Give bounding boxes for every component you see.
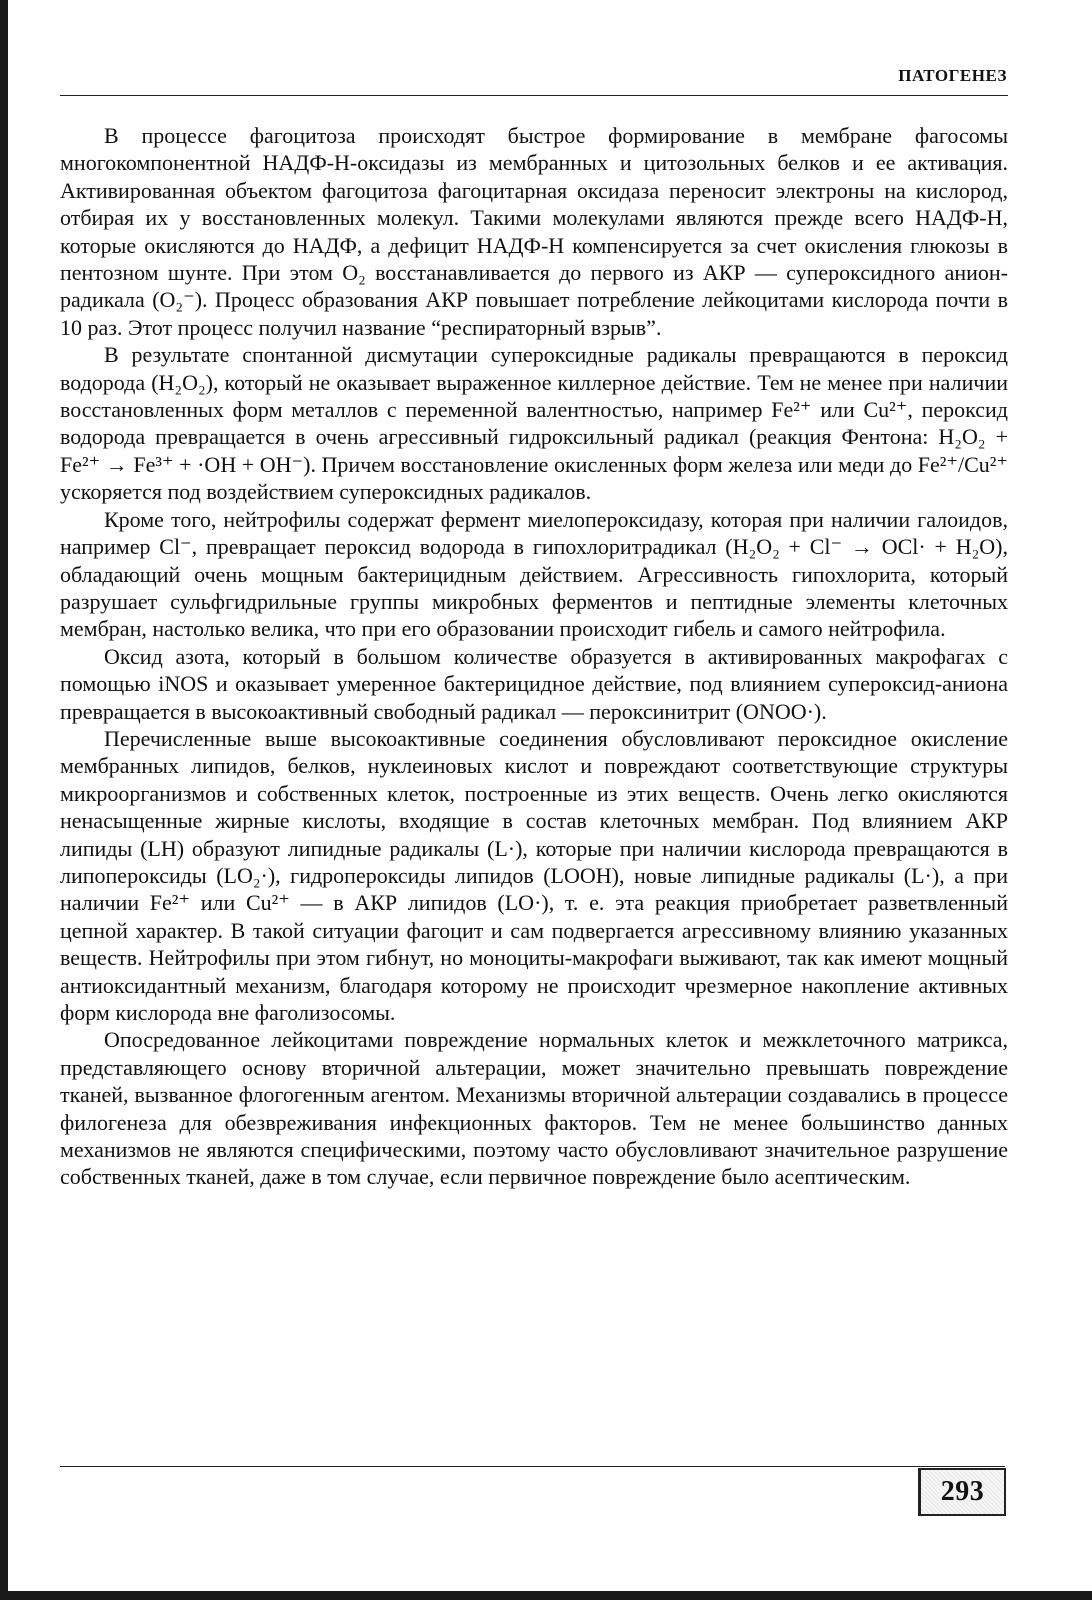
page-number: 293 — [940, 1476, 985, 1507]
paragraph-6: Опосредованное лейкоцитами повреждение нормальных клеток и межклеточного матрикса, представляющего основу вторичной альтерации, может значительно превышать повреждение тканей, вызванное флогогенным агентом. Механизмы вторичной альтерации создавались в процессе филогенеза для обезвреживания инфекционных факторов. Тем не менее большинство данных механизмов не являются специфическими, поэтому часто обусловливают значительное разрушение собственных тканей, даже в том случае, если первичное повреждение было асептическим. — [60, 1027, 1008, 1190]
paragraph-5: Перечисленные выше высокоактивные соединения обусловливают пероксидное окисление мембранных липидов, белков, нуклеиновых кислот и повреждают соответствующие структуры микроорганизмов и собственных клеток, построенные из этих веществ. Очень легко окисляются ненасыщенные жирные кислоты, входящие в состав клеточных мембран. Под влиянием АКР липиды (LH) образуют липидные радикалы (L·), которые при наличии кислорода превращаются в липопероксиды (LO₂·), гидропероксиды липидов (LOOH), новые липидные радикалы (L·), а при наличии Fe²⁺ или Cu²⁺ — в АКР липидов (LO·), т. е. эта реакция приобретает разветвленный цепной характер. В такой ситуации фагоцит и сам подвергается агрессивному влиянию указанных веществ. Нейтрофилы при этом гибнут, но моноциты-макрофаги выживают, так как имеют мощный антиоксидантный механизм, благодаря которому не происходит чрезмерное накопление активных форм кислорода вне фаголизосомы. — [60, 725, 1008, 1025]
running-head: ПАТОГЕНЕЗ — [898, 66, 1007, 85]
header-rule — [60, 95, 1008, 96]
body-text — [60, 122, 1008, 1191]
page-number-box — [918, 1468, 1006, 1516]
paragraph-3: Кроме того, нейтрофилы содержат фермент миелопероксидазу, которая при наличии галоидов, например Cl⁻, превращает пероксид водорода в гипохлоритрадикал (H₂O₂ + Cl⁻ → OCl· + H₂O), обладающий очень мощным бактерицидным действием. Агрессивность гипохлорита, который разрушает сульфгидрильные группы микробных ферментов и пептидные элементы клеточных мембран, настолько велика, что при его образовании происходит гибель и самого нейтрофила. — [60, 506, 1008, 642]
paragraph-2: В результате спонтанной дисмутации супероксидные радикалы превращаются в пероксид водорода (H₂O₂), который не оказывает выраженное киллерное действие. Тем не менее при наличии восстановленных форм металлов с переменной валентностью, например Fe²⁺ или Cu²⁺, пероксид водорода превращается в очень агрессивный гидроксильный радикал (реакция Фентона: H₂O₂ + Fe²⁺ → Fe³⁺ + ·OH + OH⁻). Причем восстановление окисленных форм железа или меди до Fe²⁺/Cu²⁺ ускоряется под воздействием супероксидных радикалов. — [60, 342, 1008, 505]
paragraph-1: В процессе фагоцитоза происходят быстрое формирование в мембране фагосомы многокомпонентной НАДФ-Н-оксидазы из мембранных и цитозольных белков и ее активация. Активированная объектом фагоцитоза фагоцитарная оксидаза переносит электроны на кислород, отбирая их у восстановленных молекул. Такими молекулами являются прежде всего НАДФ-Н, которые окисляются до НАДФ, а дефицит НАДФ-Н компенсируется за счет окисления глюкозы в пентозном шунте. При этом O₂ восстанавливается до первого из АКР — супероксидного анион-радикала (O₂⁻). Процесс образования АКР повышает потребление лейкоцитами кислорода почти в 10 раз. Этот процесс получил название “респираторный взрыв”. — [60, 123, 1008, 340]
footer-rule — [60, 1466, 1005, 1467]
scan-bottom-edge — [0, 1591, 1092, 1600]
paragraph-4: Оксид азота, который в большом количестве образуется в активированных макрофагах с помощью iNOS и оказывает умеренное бактерицидное действие, под влиянием супероксид-аниона превращается в высокоактивный свободный радикал — пероксинитрит (ONOO·). — [60, 643, 1008, 724]
scan-left-edge — [0, 0, 8, 1600]
